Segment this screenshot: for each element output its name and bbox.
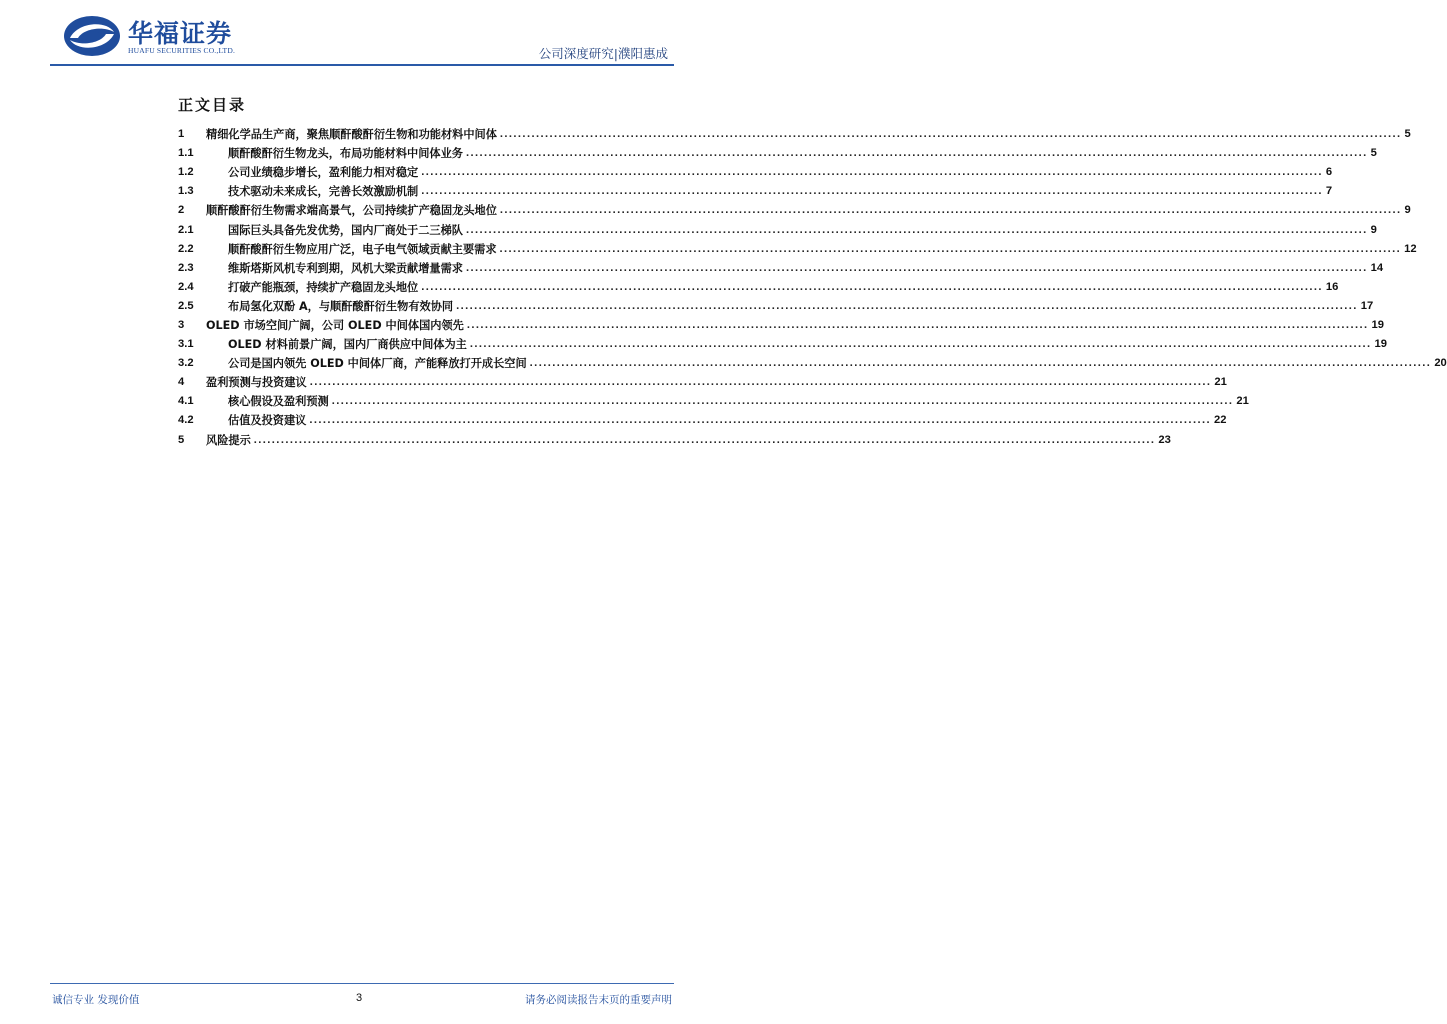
toc-entry-title: 核心假设及盈利预测 (228, 395, 329, 409)
toc-entry-number: 2.5 (178, 299, 194, 312)
toc-entry[interactable] (178, 144, 1377, 163)
toc-entry[interactable] (178, 182, 1333, 201)
toc-entry[interactable] (178, 201, 1411, 220)
toc-entry-number: 1.2 (178, 166, 194, 179)
toc-leader-dots: ........................................................................................................................................................................................................ (465, 223, 1368, 236)
toc-entry-title: 顺酐酸酐衍生物应用广泛，电子电气领域贡献主要需求 (228, 242, 497, 256)
toc-entry[interactable] (178, 278, 1339, 297)
toc-entry[interactable] (178, 411, 1227, 430)
toc-entry-number: 4.2 (178, 414, 194, 427)
toc-leader-dots: ........................................................................................................................................................................................................ (309, 414, 1211, 427)
toc-leader-dots: ........................................................................................................................................................................................................ (499, 128, 1402, 141)
toc-entry[interactable] (178, 259, 1384, 278)
toc-entry[interactable] (178, 125, 1411, 144)
toc-leader-dots: ........................................................................................................................................................................................................ (309, 376, 1212, 389)
toc-entry-number: 4 (178, 376, 185, 389)
brand-name-en: HUAFU SECURITIES CO.,LTD. (128, 46, 236, 55)
page-header (0, 0, 724, 70)
toc-entry-title: 技术驱动未来成长，完善长效激励机制 (228, 185, 419, 199)
toc-entry-title: 打破产能瓶颈，持续扩产稳固龙头地位 (228, 280, 419, 294)
toc-entry[interactable] (178, 373, 1227, 392)
toc-entry-title: 国际巨头具备先发优势，国内厂商处于二三梯队 (228, 223, 463, 237)
brand-name-cn: 华福证券 (128, 19, 233, 48)
footer-divider (50, 983, 674, 984)
toc-entry-page: 23 (1158, 433, 1171, 446)
table-of-contents (178, 125, 1447, 450)
toc-entry-page: 9 (1404, 204, 1411, 217)
toc-entry-title: 盈利预测与投资建议 (206, 376, 307, 390)
toc-entry-number: 1 (178, 128, 185, 141)
toc-entry-page: 19 (1374, 338, 1387, 351)
toc-entry-number: 1.3 (178, 185, 194, 198)
toc-entry-page: 5 (1404, 128, 1411, 141)
toc-entry-page: 6 (1325, 166, 1333, 179)
toc-entry-title: 风险提示 (206, 433, 251, 447)
toc-leader-dots: ........................................................................................................................................................................................................ (465, 147, 1368, 160)
toc-entry[interactable] (178, 354, 1447, 373)
toc-entry-title: 精细化学品生产商，聚焦顺酐酸酐衍生物和功能材料中间体 (206, 128, 497, 142)
toc-entry-title: OLED 材料前景广阔，国内厂商供应中间体为主 (228, 338, 467, 352)
toc-entry-title: 公司是国内领先 OLED 中间体厂商，产能释放打开成长空间 (228, 357, 527, 371)
header-divider (50, 64, 674, 66)
toc-leader-dots: ........................................................................................................................................................................................................ (421, 280, 1323, 293)
toc-entry-page: 21 (1236, 395, 1249, 408)
toc-entry[interactable] (178, 163, 1333, 182)
toc-entry-number: 3 (178, 318, 185, 331)
toc-title: 正文目录 (178, 96, 247, 114)
toc-entry-number: 2 (178, 204, 185, 217)
toc-entry-number: 3.2 (178, 357, 194, 370)
toc-leader-dots: ........................................................................................................................................................................................................ (421, 185, 1323, 198)
toc-entry-number: 2.3 (178, 261, 194, 274)
toc-entry-number: 4.1 (178, 395, 194, 408)
toc-entry[interactable] (178, 392, 1249, 411)
toc-entry[interactable] (178, 297, 1374, 316)
toc-leader-dots: ........................................................................................................................................................................................................ (469, 338, 1372, 351)
footer-disclaimer: 请务必阅读报告末页的重要声明 (525, 994, 672, 1006)
toc-leader-dots: ........................................................................................................................................................................................................ (499, 204, 1402, 217)
toc-leader-dots: ........................................................................................................................................................................................................ (529, 357, 1432, 370)
page-number: 3 (356, 992, 363, 1004)
toc-entry-title: 布局氢化双酚 A，与顺酐酸酐衍生物有效协同 (228, 299, 454, 313)
toc-entry-number: 1.1 (178, 147, 194, 160)
toc-entry-page: 14 (1370, 261, 1384, 274)
toc-entry-page: 22 (1213, 414, 1227, 427)
toc-entry-number: 5 (178, 433, 185, 446)
toc-leader-dots: ........................................................................................................................................................................................................ (465, 261, 1368, 274)
toc-entry-page: 20 (1434, 357, 1447, 370)
toc-entry-page: 19 (1371, 318, 1384, 331)
toc-leader-dots: ........................................................................................................................................................................................................ (499, 242, 1402, 255)
toc-entry-title: 顺酐酸酐衍生物龙头，布局功能材料中间体业务 (228, 147, 463, 161)
toc-entry-page: 5 (1370, 147, 1377, 160)
huafu-logo-icon (62, 14, 122, 58)
toc-leader-dots: ........................................................................................................................................................................................................ (466, 318, 1369, 331)
toc-leader-dots: ........................................................................................................................................................................................................ (456, 299, 1358, 312)
toc-entry-title: OLED 市场空间广阔，公司 OLED 中间体国内领先 (206, 318, 464, 332)
toc-entry-number: 3.1 (178, 338, 194, 351)
toc-entry[interactable] (178, 240, 1417, 259)
toc-entry-page: 12 (1404, 242, 1417, 255)
toc-entry-title: 估值及投资建议 (228, 414, 307, 428)
toc-entry-page: 7 (1325, 185, 1333, 198)
toc-entry-page: 21 (1214, 376, 1227, 389)
report-type-label: 公司深度研究|濮阳惠成 (538, 46, 668, 61)
toc-entry-page: 9 (1370, 223, 1377, 236)
toc-entry-title: 公司业绩稳步增长，盈利能力相对稳定 (228, 166, 419, 180)
toc-entry[interactable] (178, 431, 1171, 450)
toc-entry[interactable] (178, 316, 1384, 335)
toc-entry-page: 16 (1325, 280, 1339, 293)
toc-leader-dots: ........................................................................................................................................................................................................ (421, 166, 1323, 179)
toc-entry-number: 2.1 (178, 223, 194, 236)
toc-leader-dots: ........................................................................................................................................................................................................ (253, 433, 1156, 446)
toc-entry[interactable] (178, 335, 1387, 354)
toc-entry-number: 2.4 (178, 280, 194, 293)
toc-entry-page: 17 (1360, 299, 1374, 312)
toc-entry[interactable] (178, 220, 1377, 239)
toc-entry-title: 顺酐酸酐衍生物需求端高景气，公司持续扩产稳固龙头地位 (206, 204, 497, 218)
toc-leader-dots: ........................................................................................................................................................................................................ (331, 395, 1234, 408)
toc-entry-number: 2.2 (178, 242, 194, 255)
toc-entry-title: 维斯塔斯风机专利到期，风机大梁贡献增量需求 (228, 261, 463, 275)
footer-slogan: 诚信专业 发现价值 (52, 994, 140, 1006)
